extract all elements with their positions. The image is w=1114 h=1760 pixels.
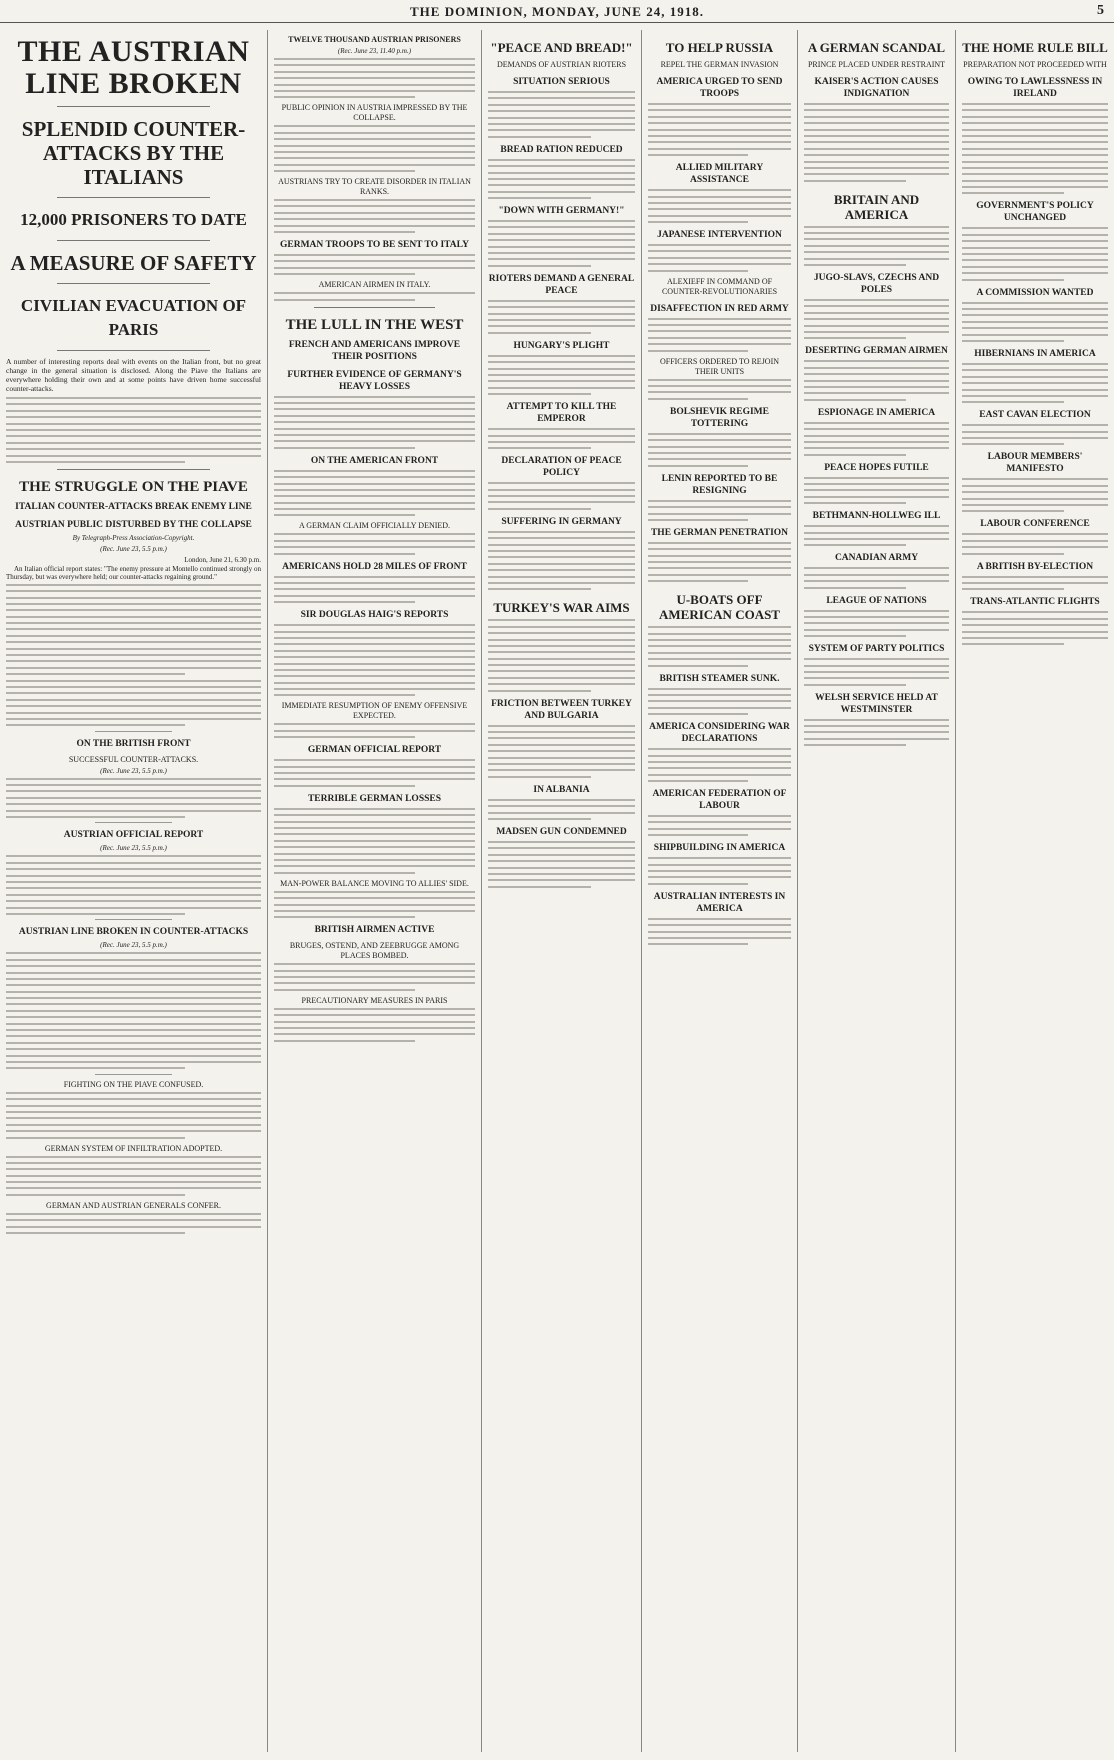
headline-austrian-line-broken-counter: AUSTRIAN LINE BROKEN IN COUNTER-ATTACKS xyxy=(18,927,249,938)
headline-measure-of-safety: A MEASURE OF SAFETY xyxy=(10,251,257,275)
headline-canadian-army: CANADIAN ARMY xyxy=(834,553,919,564)
headline-u-boats: U-BOATS OFF AMERICAN COAST xyxy=(659,592,780,623)
headline-suffering-germany: SUFFERING IN GERMANY xyxy=(501,516,622,527)
headline-madsen-gun: MADSEN GUN CONDEMNED xyxy=(496,826,627,837)
dateline: (Rec. June 23, 5.5 p.m.) xyxy=(100,544,167,553)
headline-civilian-evacuation: CIVILIAN EVACUATION OF PARIS xyxy=(20,296,247,339)
headline-german-scandal: A GERMAN SCANDAL xyxy=(807,40,946,55)
headline-terrible-losses: TERRIBLE GERMAN LOSSES xyxy=(307,793,442,804)
headline-generals-confer: GERMAN AND AUSTRIAN GENERALS CONFER. xyxy=(46,1200,221,1210)
headline-hungary-plight: HUNGARY'S PLIGHT xyxy=(513,340,610,351)
headline-trans-atlantic: TRANS-ATLANTIC FLIGHTS xyxy=(970,597,1100,608)
headline-down-with-germany: "DOWN WITH GERMANY!" xyxy=(498,206,625,217)
headline-americans-28-miles: AMERICANS HOLD 28 MILES OF FRONT xyxy=(282,561,467,572)
headline-commission-wanted: A COMMISSION WANTED xyxy=(976,287,1094,298)
headline-bethmann-hollweg: BETHMANN-HOLLWEG ILL xyxy=(812,511,941,522)
headline-prisoners-to-date: 12,000 PRISONERS TO DATE xyxy=(20,210,247,229)
headline-german-penetration: THE GERMAN PENETRATION xyxy=(650,527,789,538)
headline-east-cavan: EAST CAVAN ELECTION xyxy=(979,410,1091,421)
subhead-preparation: PREPARATION NOT PROCEEDED WITH xyxy=(963,60,1107,69)
headline-war-declarations: AMERICA CONSIDERING WAR DECLARATIONS xyxy=(649,722,790,745)
headline-precautionary-paris: PRECAUTIONARY MEASURES IN PARIS xyxy=(301,995,448,1005)
headline-german-troops-italy: GERMAN TROOPS TO BE SENT TO ITALY xyxy=(279,240,469,251)
headline-welsh-service: WELSH SERVICE HELD AT WESTMINSTER xyxy=(815,692,938,715)
headline-create-disorder: AUSTRIANS TRY TO CREATE DISORDER IN ITALIAN RANKS. xyxy=(278,177,471,197)
place-dateline: London, June 21, 6.30 p.m. xyxy=(184,555,261,564)
headline-lenin-resigning: LENIN REPORTED TO BE RESIGNING xyxy=(661,473,778,496)
headline-australian-interests: AUSTRALIAN INTERESTS IN AMERICA xyxy=(653,891,786,914)
headline-british-front: ON THE BRITISH FRONT xyxy=(76,738,191,749)
headline-deserting-airmen: DESERTING GERMAN AIRMEN xyxy=(805,346,948,357)
headline-labour-conference: LABOUR CONFERENCE xyxy=(980,519,1090,530)
subhead-austrian-public: AUSTRIAN PUBLIC DISTURBED BY THE COLLAPSE xyxy=(15,519,252,530)
column-3 xyxy=(482,30,642,1752)
column-5 xyxy=(798,30,956,1752)
subhead-america-urged: AMERICA URGED TO SEND TROOPS xyxy=(656,77,783,99)
headline-german-claim-denied: A GERMAN CLAIM OFFICIALLY DENIED. xyxy=(298,521,451,531)
headline-british-steamer: BRITISH STEAMER SUNK. xyxy=(659,673,780,684)
dateline: (Rec. June 23, 5.5 p.m.) xyxy=(100,766,167,775)
headline-american-airmen: AMERICAN AIRMEN IN ITALY. xyxy=(318,280,431,290)
subhead-french-americans: FRENCH AND AMERICANS IMPROVE THEIR POSITIONS xyxy=(288,339,461,362)
masthead-title: THE DOMINION, MONDAY, JUNE 24, 1918. xyxy=(410,4,704,19)
headline-league-nations: LEAGUE OF NATIONS xyxy=(826,595,927,606)
headline-jugo-slavs: JUGO-SLAVS, CZECHS AND POLES xyxy=(813,273,940,296)
headline-turkey-war-aims: TURKEY'S WAR AIMS xyxy=(493,600,630,616)
headline-rioters-demand-peace: RIOTERS DEMAND A GENERAL PEACE xyxy=(488,273,635,296)
headline-bread-ration: BREAD RATION REDUCED xyxy=(500,144,623,155)
headline-japanese-intervention: JAPANESE INTERVENTION xyxy=(657,230,782,241)
headline-peace-policy: DECLARATION OF PEACE POLICY xyxy=(501,456,622,479)
headline-haig-reports: SIR DOUGLAS HAIG'S REPORTS xyxy=(300,610,449,621)
headline-peace-hopes-futile: PEACE HOPES FUTILE xyxy=(824,462,929,473)
headline-german-infiltration: GERMAN SYSTEM OF INFILTRATION ADOPTED. xyxy=(44,1143,223,1153)
subhead-lawlessness: OWING TO LAWLESSNESS IN IRELAND xyxy=(967,77,1103,99)
subhead-repel-invasion: REPEL THE GERMAN INVASION xyxy=(660,60,779,69)
subhead-kaiser-action: KAISER'S ACTION CAUSES INDIGNATION xyxy=(814,77,939,99)
headline-lull-west: THE LULL IN THE WEST xyxy=(285,316,464,333)
subhead-demands-rioters: DEMANDS OF AUSTRIAN RIOTERS xyxy=(496,60,627,69)
headline-attempt-kill-emperor: ATTEMPT TO KILL THE EMPEROR xyxy=(506,402,617,425)
headline-party-politics: SYSTEM OF PARTY POLITICS xyxy=(808,644,945,655)
subhead-bruges-ostend: BRUGES, OSTEND, AND ZEEBRUGGE AMONG PLACES BOMBED. xyxy=(289,941,460,961)
dateline: (Rec. June 23, 11.40 p.m.) xyxy=(337,47,412,55)
headline-in-albania: IN ALBANIA xyxy=(533,784,590,795)
subhead-prince-restraint: PRINCE PLACED UNDER RESTRAINT xyxy=(807,60,946,69)
headline-allied-military: ALLIED MILITARY ASSISTANCE xyxy=(675,163,764,186)
headline-home-rule: THE HOME RULE BILL xyxy=(962,40,1108,55)
headline-man-power-balance: MAN-POWER BALANCE MOVING TO ALLIES' SIDE. xyxy=(280,878,469,888)
headline-fighting-piave-confused: FIGHTING ON THE PIAVE CONFUSED. xyxy=(63,1079,204,1089)
page-number: 5 xyxy=(1097,3,1104,18)
headline-shipbuilding: SHIPBUILDING IN AMERICA xyxy=(653,843,786,854)
headline-policy-unchanged: GOVERNMENT'S POLICY UNCHANGED xyxy=(976,201,1094,224)
headline-labour-manifesto: LABOUR MEMBERS' MANIFESTO xyxy=(987,452,1083,475)
headline-american-front: ON THE AMERICAN FRONT xyxy=(310,455,439,466)
masthead xyxy=(0,0,1114,23)
headline-friction-turkey-bulgaria: FRICTION BETWEEN TURKEY AND BULGARIA xyxy=(491,698,632,721)
headline-alexieff-command: ALEXIEFF IN COMMAND OF COUNTER-REVOLUTIONARIES xyxy=(661,276,778,296)
column-4 xyxy=(642,30,798,1752)
subhead-disaffection-red-army: DISAFFECTION IN RED ARMY xyxy=(650,303,789,314)
subhead-counter-attacks-break: ITALIAN COUNTER-ATTACKS BREAK ENEMY LINE xyxy=(15,501,252,512)
headline-bolshevik-regime: BOLSHEVIK REGIME TOTTERING xyxy=(670,406,769,429)
column-6 xyxy=(956,30,1114,1752)
column-2 xyxy=(268,30,482,1752)
headline-by-election: A BRITISH BY-ELECTION xyxy=(976,561,1094,572)
headline-officers-rejoin: OFFICERS ORDERED TO REJOIN THEIR UNITS xyxy=(659,356,780,376)
headline-hibernians: HIBERNIANS IN AMERICA xyxy=(974,348,1096,359)
article-body: An Italian official report states: "The enemy pressure at Montello continued strongly on Thursday, but was everywhere held; our counter-attacks regaining ground." xyxy=(6,564,261,582)
dateline: (Rec. June 23, 5.5 p.m.) xyxy=(100,844,167,853)
dateline: (Rec. June 23, 5.5 p.m.) xyxy=(100,941,167,950)
headline-britain-america: BRITAIN AND AMERICA xyxy=(833,191,920,222)
headline-twelve-thousand: TWELVE THOUSAND AUSTRIAN PRISONERS xyxy=(288,35,461,44)
headline-german-official: GERMAN OFFICIAL REPORT xyxy=(307,745,442,756)
headline-federation-labour: AMERICAN FEDERATION OF LABOUR xyxy=(652,789,787,812)
column-1 xyxy=(0,30,268,1752)
byline: By Telegraph-Press Association-Copyright. xyxy=(72,533,195,542)
subhead-german-losses: FURTHER EVIDENCE OF GERMANY'S HEAVY LOSSES xyxy=(287,369,462,392)
headline-peace-and-bread: "PEACE AND BREAD!" xyxy=(490,40,633,55)
headline-public-opinion: PUBLIC OPINION IN AUSTRIA IMPRESSED BY THE COLLAPSE. xyxy=(281,103,468,123)
headline-help-russia: TO HELP RUSSIA xyxy=(665,40,774,55)
subhead-situation-serious: SITUATION SERIOUS xyxy=(513,77,610,87)
subhead-successful-counter-attacks: SUCCESSFUL COUNTER-ATTACKS. xyxy=(68,754,199,764)
headline-resumption-offensive: IMMEDIATE RESUMPTION OF ENEMY OFFENSIVE EXPECTED. xyxy=(281,701,468,721)
headline-espionage: ESPIONAGE IN AMERICA xyxy=(817,407,936,418)
headline-austrian-line-broken: THE AUSTRIAN LINE BROKEN xyxy=(17,35,250,100)
headline-struggle-piave: THE STRUGGLE ON THE PIAVE xyxy=(19,478,248,495)
headline-austrian-official: AUSTRIAN OFFICIAL REPORT xyxy=(63,830,204,841)
lead-paragraph: A number of interesting reports deal with events on the Italian front, but no great change in the general situation is disclosed. Along the Piave the Italians are everywhere holding their own and at some points have driven home successful counter-attacks. xyxy=(6,357,261,393)
headline-british-airmen: BRITISH AIRMEN ACTIVE xyxy=(314,925,435,936)
headline-splendid-counter-attacks: SPLENDID COUNTER-ATTACKS BY THE ITALIANS xyxy=(21,117,246,189)
